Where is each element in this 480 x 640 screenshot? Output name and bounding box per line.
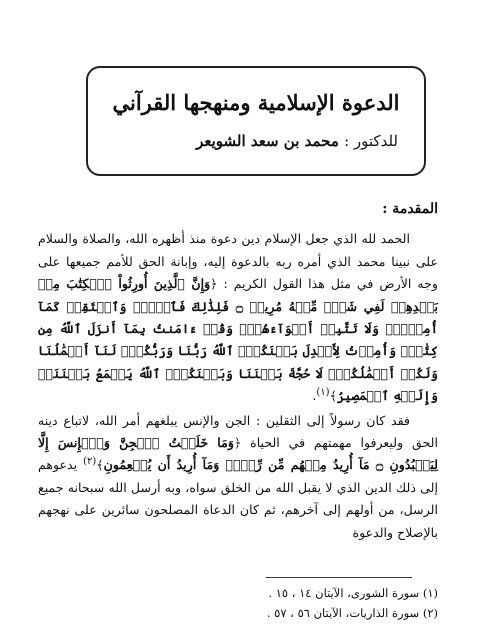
title-box [86,66,426,176]
author-prefix: للدكتور : [344,132,398,150]
footnote-separator [266,577,412,578]
footnote-ref-1[interactable]: (١) [316,387,330,399]
section-heading: المقدمة : [382,201,438,217]
footnote-text: سورة الشورى، الآيتان ١٤ ، ١٥ . [268,586,420,600]
footnote-number: (١) [422,586,438,600]
paragraph-1 [38,228,438,407]
quran-close-bracket: ﴾ [329,388,337,404]
quran-close-bracket: ﴾ [96,457,104,473]
quran-open-bracket: ﴿ [210,276,218,292]
author-line [88,132,424,150]
paragraph-2-text: فقد كان رسولاً إلى الثقلين : الجن والإنس يبلغهم أمر الله، لاتباع دينه الحق وليعرفوا مهمتهم في الحياة [38,412,438,451]
footnotes [38,583,438,623]
footnote-number: (٢) [422,606,438,620]
quran-open-bracket: ﴿ [233,435,242,451]
paragraph-1-end: . [312,388,317,404]
article-title: الدعوة الإسلامية ومنهجها القرآني [112,90,400,115]
paragraph-2-rest: يدعوهم إلى ذلك الدين الذي لا يقبل الله من الخلق سواه، وبه أرسل الله سبحانه جميع الرسل، من أولهم إلى آخرهم، ثم كان الدعاة المصلحون سائرين على نهجهم بالإصلاح والدعوة [38,457,438,540]
footnote-ref-2[interactable]: (٢) [83,456,97,468]
paragraph-2 [38,410,438,544]
footnote-2 [38,603,438,623]
quran-verse-adhariyat: وَمَا خَلَقۡتُ ٱلۡجِنَّ وَٱلۡإِنسَ إِلَّا لِيَعۡبُدُونِ ۝ مَآ أُرِيدُ مِنۡهُم مِّن رِّزۡقٖ وَمَآ أُرِيدُ أَن يُطۡعِمُونِ [38,435,438,473]
author-name: محمد بن سعد الشويعر [196,132,339,150]
footnote-1 [38,583,438,603]
footnote-text: سورة الذاريات، الآيتان ٥٦ ، ٥٧ . [266,606,420,620]
paragraph-1-text: الحمد لله الذي جعل الإسلام دين دعوة منذ أظهره الله، والصلاة والسلام على نبينا محمد الذي أمره ربه بالدعوة إليه، وإبانة الحق للأمم جميعها على وجه الأرض في مثل هذا القول الكريم : [38,231,438,292]
main-text [38,198,438,544]
quran-verse-ashura: وَإِنَّ ٱلَّذِينَ أُورِثُواْ ٱلۡكِتَٰبَ مِنۢ بَعۡدِهِمۡ لَفِي شَكّٖ مِّنۡهُ مُرِيبٖ ۝ فَلِذَٰلِكَ فَٱدۡعُۖ وَٱسۡتَقِمۡ كَمَآ أُمِرۡتَۖ وَلَا تَتَّبِعۡ أَهۡوَآءَهُمۡۖ وَقُلۡ ءَامَنتُ بِمَآ أَنزَلَ ٱللَّهُ مِن كِتَٰبٖۖ وَأُمِرۡتُ لِأَعۡدِلَ بَيۡنَكُمُۖ ٱللَّهُ رَبُّنَا وَرَبُّكُمۡۖ لَنَآ أَعۡمَٰلُنَا وَلَكُمۡ أَعۡمَٰلُكُمۡۖ لَا حُجَّةَ بَيۡنَنَا وَبَيۡنَكُمُۖ ٱللَّهُ يَجۡمَعُ بَيۡنَنَاۖ وَإِلَيۡهِ ٱلۡمَصِيرُ [38,276,438,404]
